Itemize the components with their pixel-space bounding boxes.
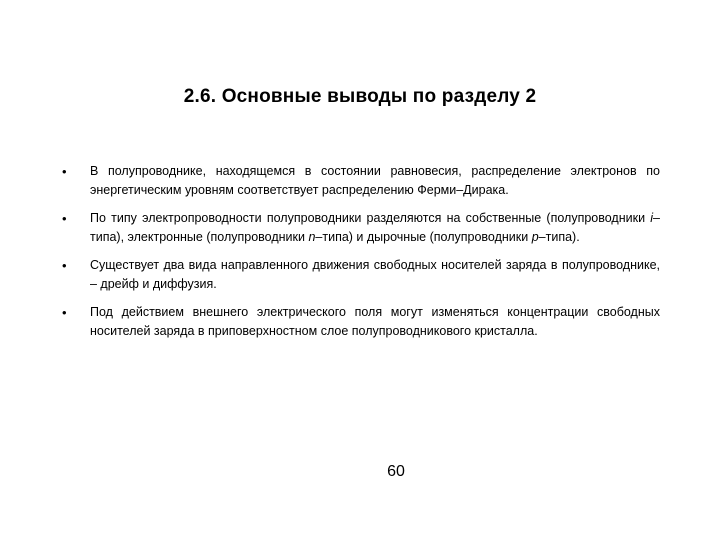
bullet-text-part: По типу электропроводности полупроводники разделяются на собственные (полупроводники (90, 211, 651, 225)
slide-title: 2.6. Основные выводы по разделу 2 (183, 86, 537, 107)
type-i-symbol: i (650, 211, 654, 225)
bullet-text-part: –типа). (538, 230, 580, 244)
bullet-text (90, 209, 660, 247)
type-p-symbol: p (531, 230, 539, 244)
type-n-symbol: n (308, 230, 316, 244)
bullet-list (60, 162, 660, 350)
bullet-text: В полупроводнике, находящемся в состоянии равновесия, распределение электронов по энергетическим уровням соответствует распределению Ферми–Дирака. (90, 164, 660, 197)
page-number: 60 (387, 463, 405, 480)
bullet-item-conductivity-types (60, 209, 660, 247)
bullet-item-carrier-motion (60, 256, 660, 294)
bullet-dot-icon: • (62, 258, 67, 273)
bullet-text-part: –типа), электронные (полупроводники (90, 211, 660, 244)
bullet-dot-icon: • (62, 211, 67, 226)
bullet-dot-icon: • (62, 164, 67, 179)
bullet-text: Под действием внешнего электрического поля могут изменяться концентрации свободных носителей заряда в приповерхностном слое полупроводникового кристалла. (90, 305, 660, 338)
bullet-text: Существует два вида направленного движения свободных носителей заряда в полупроводнике, – дрейф и диффузия. (90, 258, 660, 291)
bullet-dot-icon: • (62, 305, 67, 320)
bullet-item-external-field (60, 303, 660, 341)
bullet-item-equilibrium (60, 162, 660, 200)
bullet-text-part: –типа) и дырочные (полупроводники (315, 230, 532, 244)
